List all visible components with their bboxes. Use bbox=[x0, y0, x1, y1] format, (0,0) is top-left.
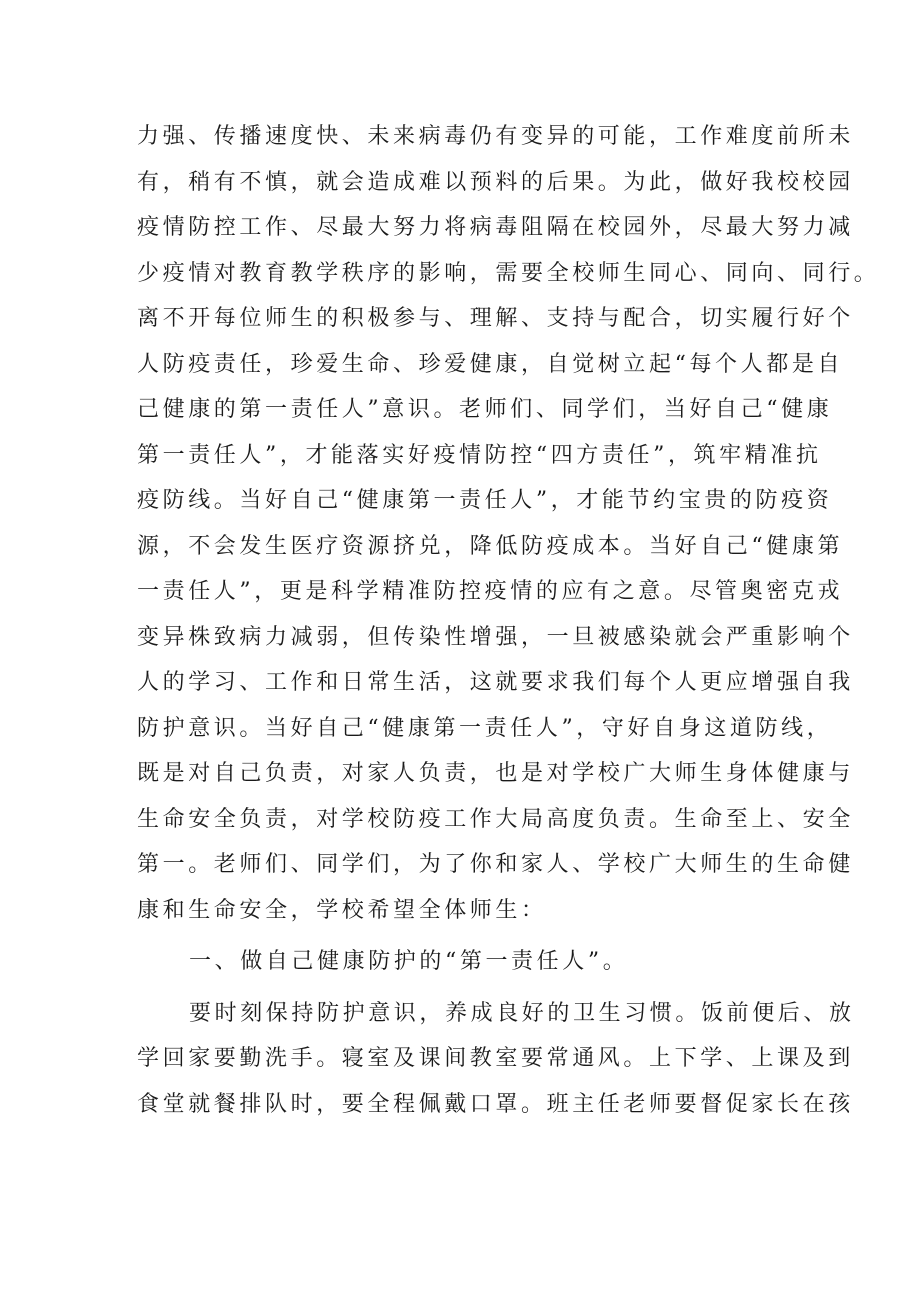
text-line: 康和生命安全，学校希望全体师生： bbox=[137, 897, 547, 923]
text-line: 学回家要勤洗手。寝室及课间教室要常通风。上下学、上课及到 bbox=[137, 1046, 854, 1071]
text-line: 第一责任人”，才能落实好疫情防控“四方责任”，筑牢精准抗 bbox=[137, 442, 822, 468]
section-heading: 一、做自己健康防护的“第一责任人”。 bbox=[189, 949, 629, 974]
document-body bbox=[137, 114, 880, 1127]
text-line: 一责任人”，更是科学精准防控疫情的应有之意。尽管奥密克戎 bbox=[137, 579, 844, 604]
paragraph bbox=[137, 991, 855, 1128]
text-line: 有，稍有不慎，就会造成难以预料的后果。为此，做好我校校园 bbox=[137, 169, 854, 195]
text-line: 少疫情对教育教学秩序的影响，需要全校师生同心、同向、同行。 bbox=[137, 260, 880, 286]
text-line: 离不开每位师生的积极参与、理解、支持与配合，切实履行好个 bbox=[137, 306, 854, 331]
text-line: 力强、传播速度快、未来病毒仍有变异的可能，工作难度前所未 bbox=[137, 124, 854, 149]
text-line: 防护意识。当好自己“健康第一责任人”，守好自身这道防线， bbox=[137, 715, 833, 741]
text-line: 己健康的第一责任人”意识。老师们、同学们，当好自己“健康 bbox=[137, 397, 833, 422]
text-line: 人的学习、工作和日常生活，这就要求我们每个人更应增强自我 bbox=[137, 670, 854, 695]
text-line: 疫防线。当好自己“健康第一责任人”，才能节约宝贵的防疫资 bbox=[137, 488, 833, 513]
text-line: 源，不会发生医疗资源挤兑，降低防疫成本。当好自己“健康第 bbox=[137, 533, 844, 559]
text-line: 第一。老师们、同学们，为了你和家人、学校广大师生的生命健 bbox=[137, 852, 854, 877]
text-line: 变异株致病力减弱，但传染性增强，一旦被感染就会严重影响个 bbox=[137, 624, 854, 650]
text-line: 人防疫责任，珍爱生命、珍爱健康，自觉树立起“每个人都是自 bbox=[137, 351, 844, 377]
paragraph bbox=[137, 114, 880, 933]
text-line: 疫情防控工作、尽最大努力将病毒阻隔在校园外，尽最大努力减 bbox=[137, 215, 854, 240]
text-line: 生命安全负责，对学校防疫工作大局高度负责。生命至上、安全 bbox=[137, 806, 854, 832]
text-line: 既是对自己负责，对家人负责，也是对学校广大师生身体健康与 bbox=[137, 761, 854, 786]
text-line: 食堂就餐排队时，要全程佩戴口罩。班主任老师要督促家长在孩 bbox=[137, 1091, 854, 1117]
text-line: 要时刻保持防护意识，养成良好的卫生习惯。饭前便后、放 bbox=[189, 1000, 855, 1026]
